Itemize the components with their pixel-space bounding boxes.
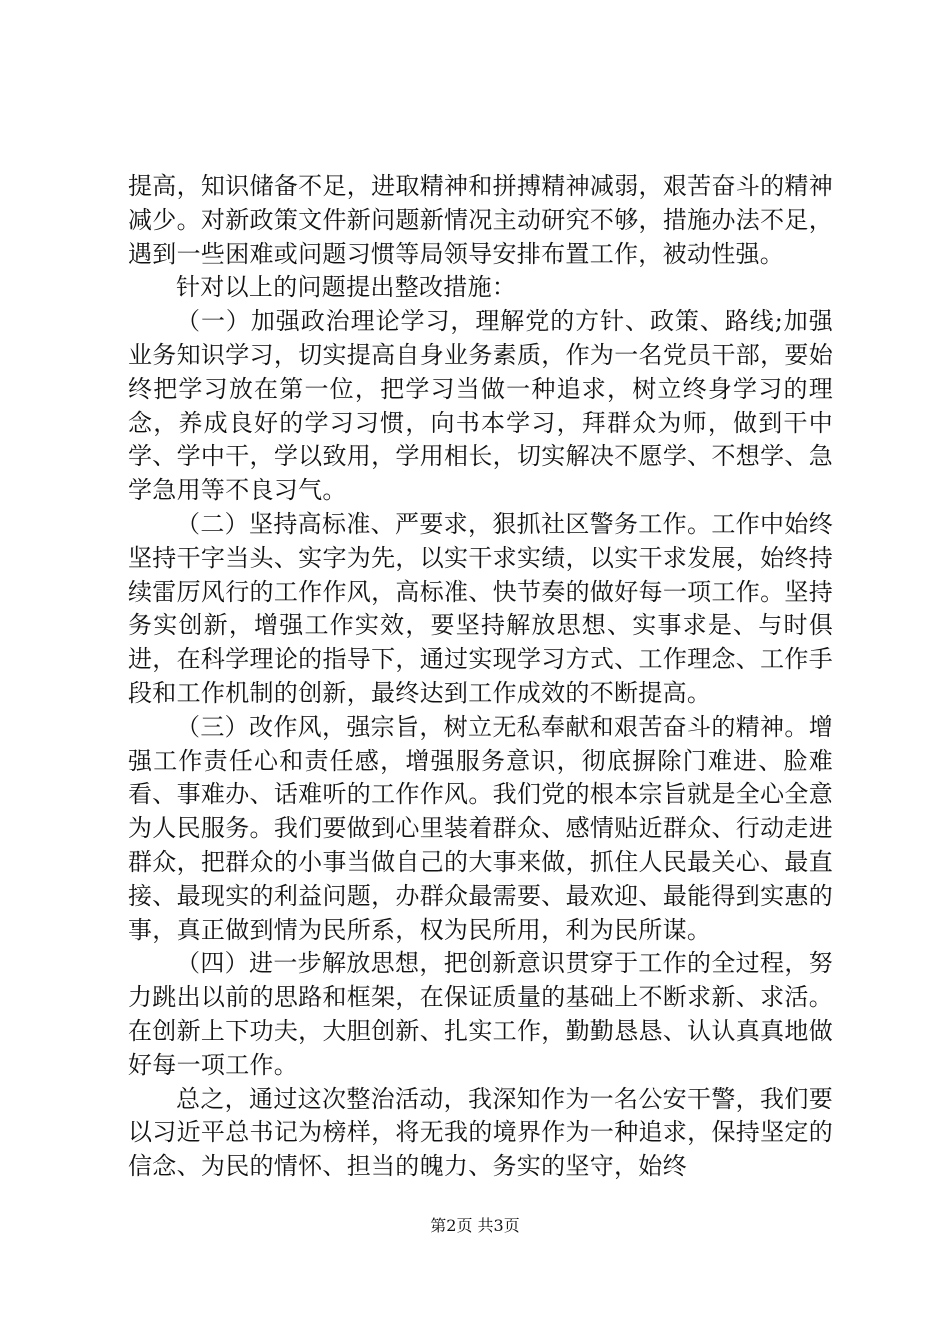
paragraph-measure-1: （一）加强政治理论学习，理解党的方针、政策、路线;加强业务知识学习，切实提高自身业务素质，作为一名党员干部，要始终把学习放在第一位，把学习当做一种追求，树立终身学习的理念，养成良好的学习习惯，向书本学习，拜群众为师，做到干中学、学中干，学以致用，学用相长，切实解决不愿学、不想学、急学急用等不良习气。	[128, 307, 833, 505]
paragraph-measure-3: （三）改作风，强宗旨，树立无私奉献和艰苦奋斗的精神。增强工作责任心和责任感，增强服务意识，彻底摒除门难进、脸难看、事难办、话难听的工作作风。我们党的根本宗旨就是全心全意为人民服务。我们要做到心里装着群众、感情贴近群众、行动走进群众，把群众的小事当做自己的大事来做，抓住人民最关心、最直接、最现实的利益问题，办群众最需要、最欢迎、最能得到实惠的事，真正做到情为民所系，权为民所用，利为民所谋。	[128, 712, 833, 944]
document-body	[128, 170, 833, 1184]
paragraph-intro-measures: 针对以上的问题提出整改措施：	[176, 273, 517, 302]
paragraph-measure-4: （四）进一步解放思想，把创新意识贯穿于工作的全过程，努力跳出以前的思路和框架，在保证质量的基础上不断求新、求活。在创新上下功夫，大胆创新、扎实工作，勤勤恳恳、认认真真地做好每一项工作。	[128, 949, 833, 1079]
paragraph-measure-2: （二）坚持高标准、严要求，狠抓社区警务工作。工作中始终坚持干字当头、实字为先，以实干求实绩，以实干求发展，始终持续雷厉风行的工作作风，高标准、快节奏的做好每一项工作。坚持务实创新，增强工作实效，要坚持解放思想、实事求是、与时俱进，在科学理论的指导下，通过实现学习方式、工作理念、工作手段和工作机制的创新，最终达到工作成效的不断提高。	[128, 509, 833, 707]
paragraph-conclusion: 总之，通过这次整治活动，我深知作为一名公安干警，我们要以习近平总书记为榜样，将无我的境界作为一种追求，保持坚定的信念、为民的情怀、担当的魄力、务实的坚守，始终	[128, 1084, 833, 1181]
paragraph-continuation: 提高，知识储备不足，进取精神和拼搏精神减弱，艰苦奋斗的精神减少。对新政策文件新问题新情况主动研究不够，措施办法不足，遇到一些困难或问题习惯等局领导安排布置工作，被动性强。	[128, 172, 833, 268]
page-footer: 第2页 共3页	[430, 1216, 520, 1235]
